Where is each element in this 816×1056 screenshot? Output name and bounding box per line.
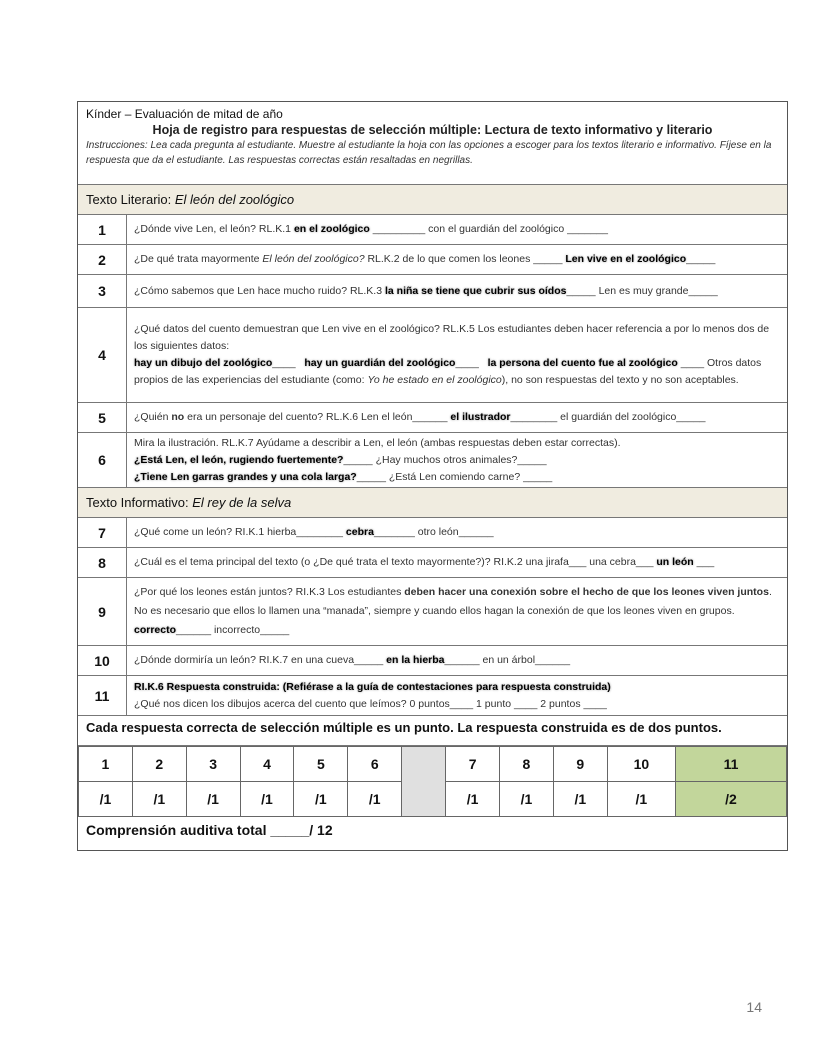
question-row: 9 ¿Por qué los leones están juntos? RI.K.3 Los estudiantes deben hacer una conexión sobre el hecho de que los leones viven juntos. No es necesario que ellos lo llamen una “manada”, siempre y cuando ellos hagan la conexión de que los leones viven en grupos. correcto______ incorrecto_____ — [78, 578, 787, 646]
question-number: 10 — [78, 646, 127, 675]
question-number: 2 — [78, 245, 127, 274]
question-number: 1 — [78, 215, 127, 244]
question-row: 7 ¿Qué come un león? RI.K.1 hierba________ cebra_______ otro león______ — [78, 518, 787, 548]
form-subtitle: Hoja de registro para respuestas de selección múltiple: Lectura de texto informativo y literario — [152, 123, 713, 137]
correct-answer: Len vive en el zoológico — [565, 253, 687, 265]
section-literary-title: El león del zoológico — [174, 192, 295, 207]
question-row: 8 ¿Cuál es el tema principal del texto (o ¿De qué trata el texto mayormente?)? RI.K.2 una jirafa___ una cebra___ un león ___ — [78, 548, 787, 578]
question-row: 10 ¿Dónde dormiría un león? RI.K.7 en una cueva_____ en la hierba______ en un árbol______ — [78, 646, 787, 676]
question-row: 11 RI.K.6 Respuesta construida: (Refiérase a la guía de contestaciones para respuesta construida) ¿Qué nos dicen los dibujos acerca del cuento que leímos? 0 puntos____ 1 punto ____ 2 puntos ____ — [78, 676, 787, 716]
correct-answer: cebra — [345, 526, 374, 538]
score-header-row: 1 2 3 4 5 6 7 8 9 10 11 — [79, 747, 787, 782]
score-divider — [402, 747, 446, 817]
scoring-note: Cada respuesta correcta de selección múltiple es un punto. La respuesta construida es de dos puntos. — [78, 716, 787, 746]
question-row: 6 Mira la ilustración. RL.K.7 Ayúdame a describir a Len, el león (ambas respuestas deben estar correctas). ¿Está Len, el león, rugiendo fuertemente?_____ ¿Hay muchos otros animales?_____ ¿Tiene Len garras grandes y una cola larga?_____ ¿Está Len comiendo carne? _____ — [78, 433, 787, 488]
score-value-row: /1 /1 /1 /1 /1 /1 /1 /1 /1 /1 /2 — [79, 782, 787, 817]
section-informative-title: El rey de la selva — [192, 495, 292, 510]
form-title: Kínder – Evaluación de mitad de año — [86, 107, 283, 121]
question-number: 4 — [78, 308, 127, 402]
correct-answer: hay un guardián del zoológico — [304, 357, 456, 369]
section-informative: Texto Informativo: El rey de la selva — [78, 488, 787, 518]
form-header — [78, 102, 787, 185]
question-number: 9 — [78, 578, 127, 645]
question-number: 8 — [78, 548, 127, 577]
question-number: 6 — [78, 433, 127, 487]
question-row: 4 ¿Qué datos del cuento demuestran que Len vive en el zoológico? RL.K.5 Los estudiantes deben hacer referencia a por lo menos dos de los siguientes datos: hay un dibujo del zoológico____ hay un guardián del zoológico____ la persona del cuento fue al zoológico ____ Otros datos propios de las experiencias del estudiante (como: Yo he estado en el zoológico), no son respuestas del texto y no son aceptables. — [78, 308, 787, 403]
question-number: 11 — [78, 676, 127, 715]
question-row: 3 ¿Cómo sabemos que Len hace mucho ruido? RL.K.3 la niña se tiene que cubrir sus oídos_____ Len es muy grande_____ — [78, 275, 787, 308]
question-row: 5 ¿Quién no era un personaje del cuento? RL.K.6 Len el león______ el ilustrador________ el guardián del zoológico_____ — [78, 403, 787, 433]
correct-answer: RI.K.6 Respuesta construida: (Refiérase a la guía de contestaciones para respuesta construida) — [134, 680, 611, 693]
question-row: 2 ¿De qué trata mayormente El león del zoológico? RL.K.2 de lo que comen los leones _____ Len vive en el zoológico_____ — [78, 245, 787, 275]
score-table — [78, 746, 787, 817]
assessment-form — [77, 101, 788, 851]
correct-answer: ¿Tiene Len garras grandes y una cola larga? — [134, 470, 357, 483]
form-instructions: Instrucciones: Lea cada pregunta al estudiante. Muestre al estudiante la hoja con las opciones a escoger para los textos literario e informativo. Fíjese en la respuesta que da el estudiante. Las respuestas correctas están resaltadas en negrillas. — [86, 140, 772, 166]
question-number: 5 — [78, 403, 127, 432]
question-row: 1 ¿Dónde vive Len, el león? RL.K.1 en el zoológico _________ con el guardián del zoológico _______ — [78, 215, 787, 245]
correct-answer: ¿Está Len, el león, rugiendo fuertemente? — [134, 453, 344, 466]
question-number: 7 — [78, 518, 127, 547]
correct-answer: hay un dibujo del zoológico — [134, 357, 273, 369]
page-number: 14 — [746, 999, 762, 1015]
question-number: 3 — [78, 275, 127, 307]
correct-answer: en la hierba — [386, 654, 445, 666]
total-score: Comprensión auditiva total _____/ 12 — [86, 822, 333, 838]
correct-answer: la niña se tiene que cubrir sus oídos — [384, 284, 567, 297]
correct-answer: en el zoológico — [293, 223, 370, 235]
section-literary: Texto Literario: El león del zoológico — [78, 185, 787, 215]
correct-answer: un león — [656, 556, 694, 568]
correct-answer: correcto — [134, 624, 177, 636]
correct-answer: la persona del cuento fue al zoológico — [487, 357, 678, 369]
correct-answer: el ilustrador — [450, 411, 511, 423]
